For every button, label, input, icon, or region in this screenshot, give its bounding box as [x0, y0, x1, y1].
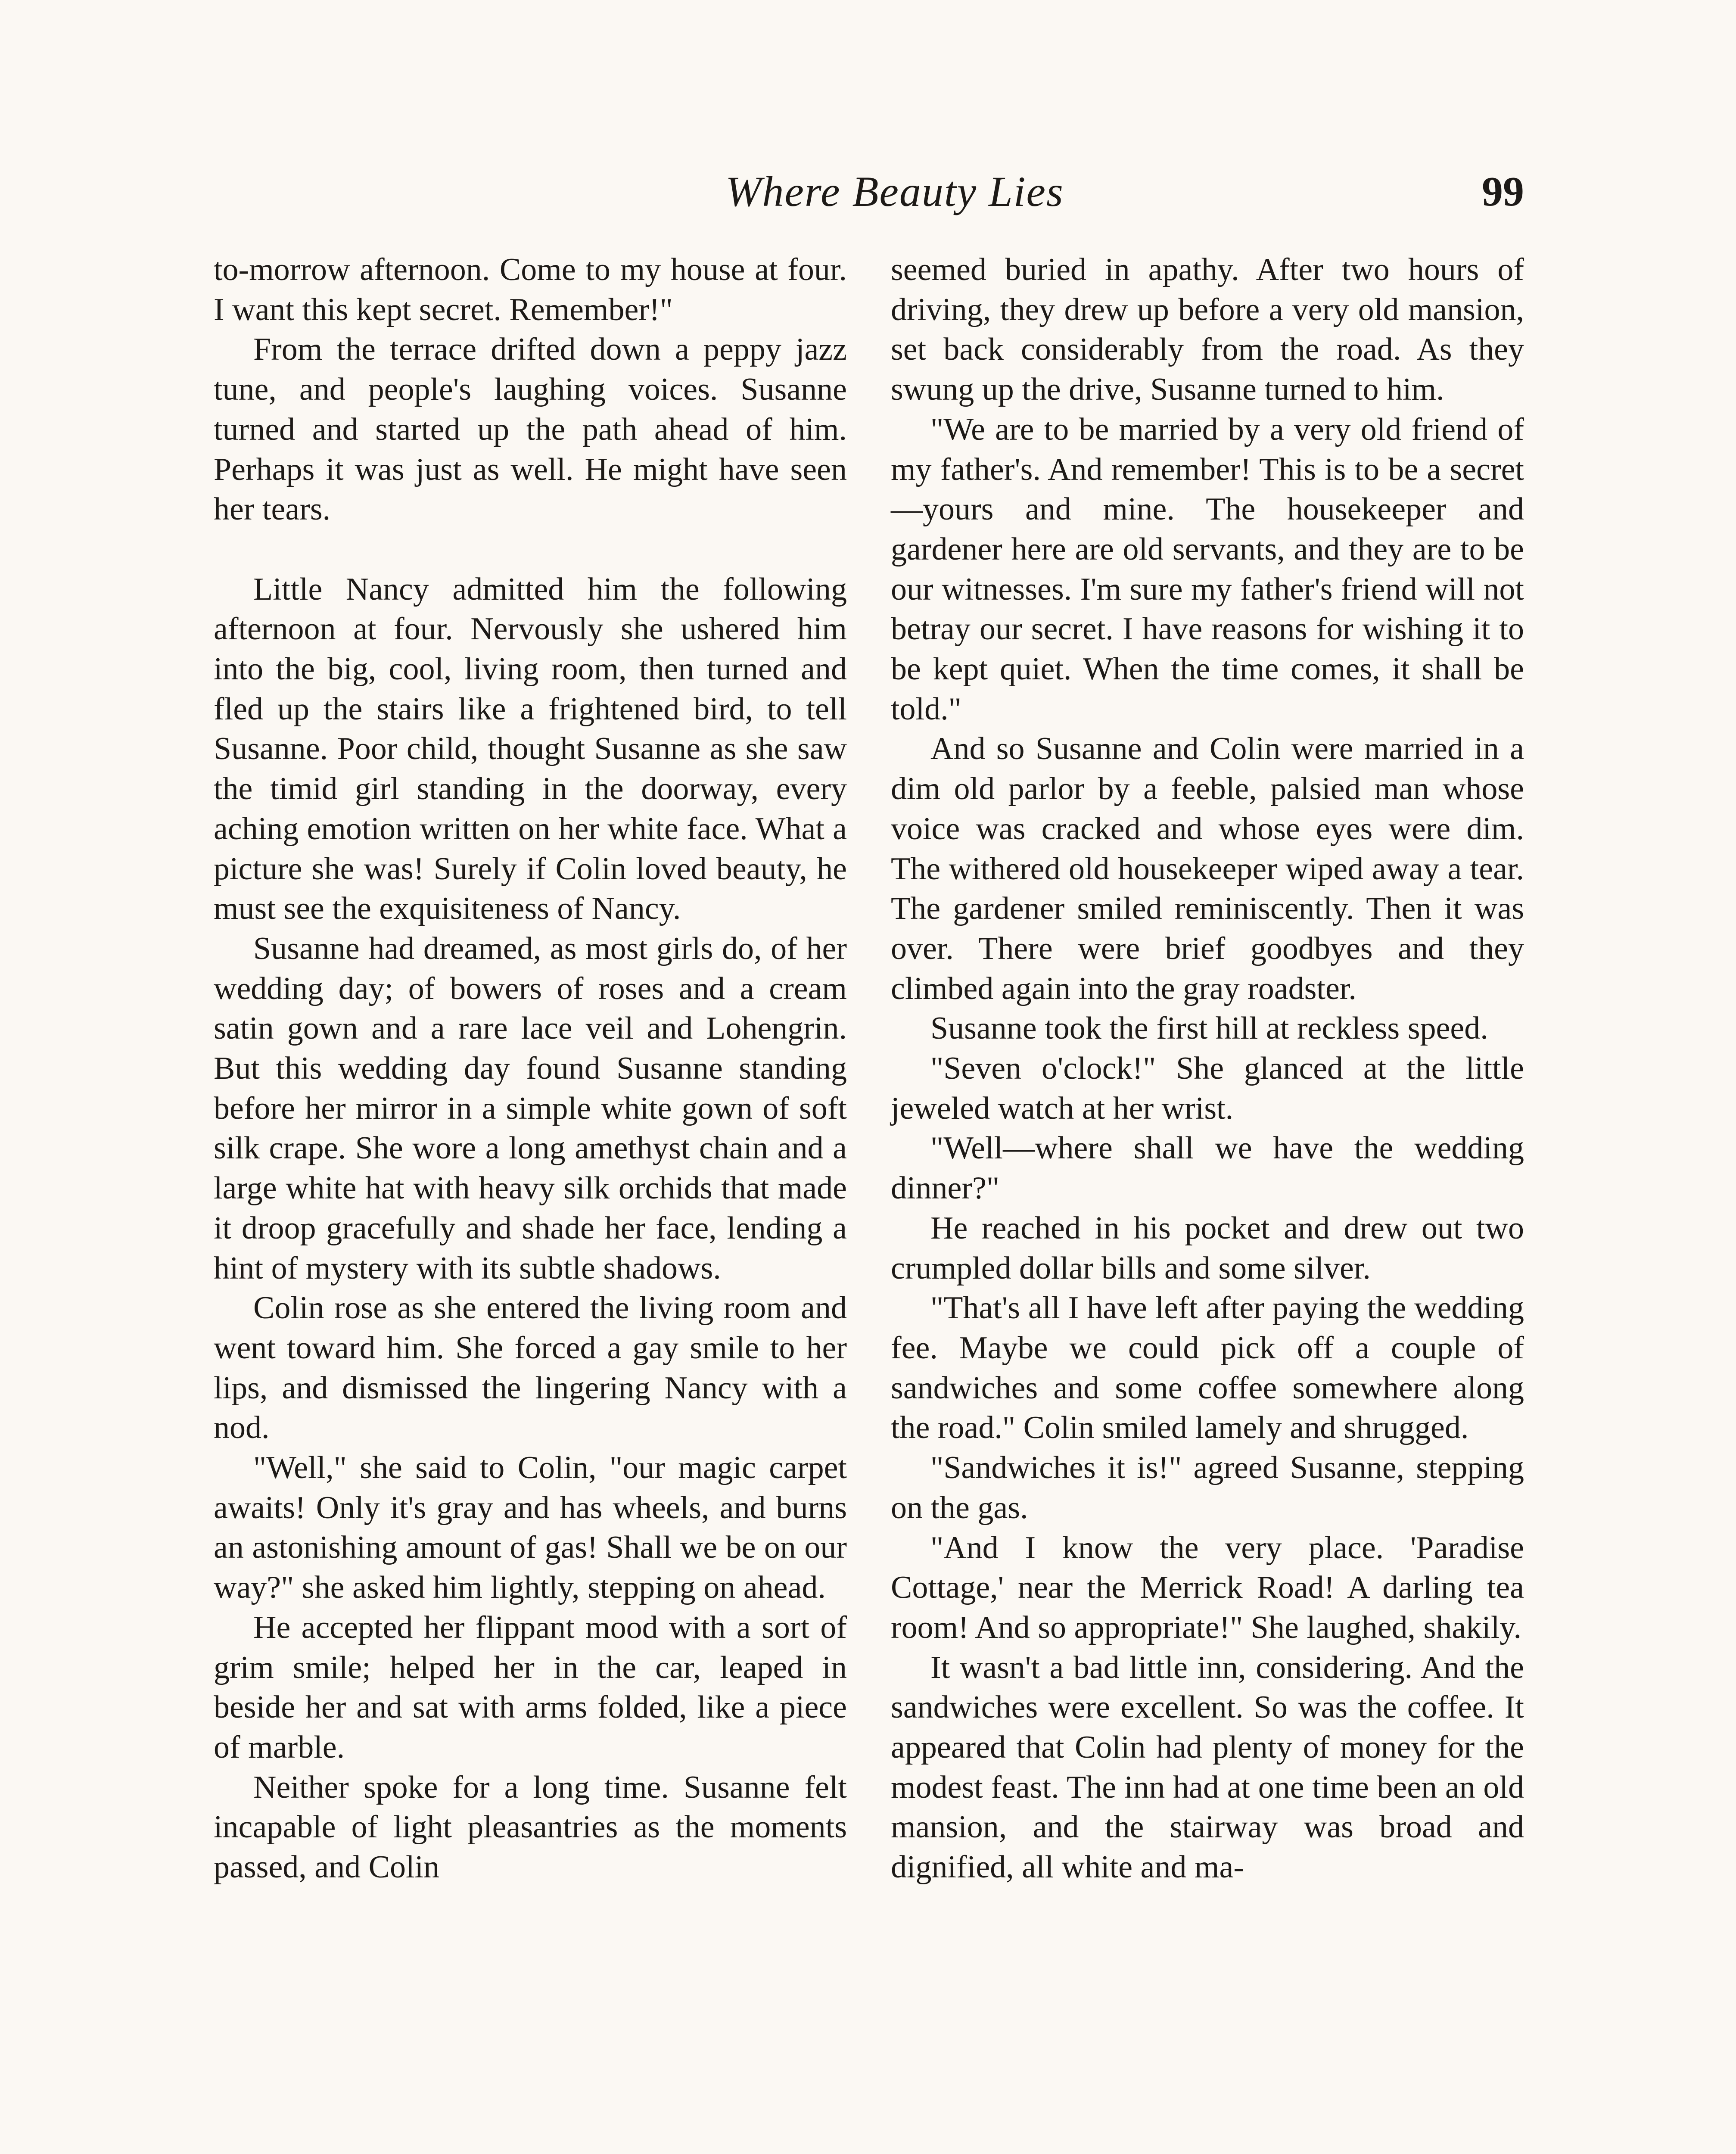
- paragraph: "Well—where shall we have the wedding dinner?": [891, 1130, 1524, 1206]
- paragraph: And so Susanne and Colin were married in a dim old parlor by a feeble, palsied man whose voice was cracked and whose eyes were dim. The withered old housekeeper wiped away a tear. The gardener smiled reminiscently. Then it was over. There were brief goodbyes and they climbed again into the gray roadster.: [891, 731, 1524, 1006]
- running-title: Where Beauty Lies: [725, 168, 1064, 215]
- paragraph: He reached in his pocket and drew out two crumpled dollar bills and some silver.: [891, 1210, 1524, 1286]
- paragraph: "That's all I have left after paying the wedding fee. Maybe we could pick off a couple of sandwiches and some coffee somewhere along the road." Colin smiled lamely and shrugged.: [891, 1290, 1524, 1446]
- running-head: [214, 159, 1524, 224]
- section-break: [214, 529, 847, 570]
- paragraph: Neither spoke for a long time. Susanne felt incapable of light pleasantries as the moments passed, and Colin: [214, 1769, 847, 1885]
- paragraph: It wasn't a bad little inn, considering. And the sandwiches were excellent. So was the coffee. It appeared that Colin had plenty of money for the modest feast. The inn had at one time been an old mansion, and the stairway was broad and dignified, all white and ma-: [891, 1650, 1524, 1885]
- paragraph: "We are to be married by a very old friend of my father's. And remember! This is to be a secret—yours and mine. The housekeeper and gardener here are old servants, and they are to be our witnesses. I'm sure my father's friend will not betray our secret. I have reasons for wishing it to be kept quiet. When the time comes, it shall be told.": [891, 411, 1524, 727]
- paragraph: He accepted her flippant mood with a sort of grim smile; helped her in the car, leaped in beside her and sat with arms folded, like a piece of marble.: [214, 1609, 847, 1765]
- paragraph: Little Nancy admitted him the following afternoon at four. Nervously she ushered him into the big, cool, living room, then turned and fled up the stairs like a frightened bird, to tell Susanne. Poor child, thought Susanne as she saw the timid girl standing in the doorway, every aching emotion written on her white face. What a picture she was! Surely if Colin loved beauty, he must see the exquisiteness of Nancy.: [214, 571, 847, 927]
- paragraph: "Seven o'clock!" She glanced at the little jeweled watch at her wrist.: [891, 1051, 1524, 1126]
- paragraph: Colin rose as she entered the living room and went toward him. She forced a gay smile to her lips, and dismissed the lingering Nancy with a nod.: [214, 1290, 847, 1446]
- paragraph: "Sandwiches it is!" agreed Susanne, stepping on the gas.: [891, 1450, 1524, 1525]
- paragraph: Susanne had dreamed, as most girls do, of her wedding day; of bowers of roses and a cream satin gown and a rare lace veil and Lohengrin. But this wedding day found Susanne standing before her mirror in a simple white gown of soft silk crape. She wore a long amethyst chain and a large white hat with heavy silk orchids that made it droop gracefully and shade her face, lending a hint of mystery with its subtle shadows.: [214, 931, 847, 1286]
- left-column: [214, 250, 847, 1887]
- paragraph: to-morrow afternoon. Come to my house at four. I want this kept secret. Remember!": [214, 252, 847, 327]
- paragraph: "And I know the very place. 'Paradise Cottage,' near the Merrick Road! A darling tea room! And so appropriate!" She laughed, shakily.: [891, 1530, 1524, 1645]
- paragraph: Susanne took the first hill at reckless speed.: [930, 1011, 1488, 1046]
- paragraph: From the terrace drifted down a peppy jazz tune, and people's laughing voices. Susanne turned and started up the path ahead of him. Perhaps it was just as well. He might have seen her tears.: [214, 332, 847, 527]
- paragraph: "Well," she said to Colin, "our magic carpet awaits! Only it's gray and has wheels, and burns an astonishing amount of gas! Shall we be on our way?" she asked him lightly, stepping on ahead.: [214, 1450, 847, 1606]
- page-number: 99: [1482, 168, 1524, 215]
- paragraph: seemed buried in apathy. After two hours of driving, they drew up before a very old mansion, set back considerably from the road. As they swung up the drive, Susanne turned to him.: [891, 252, 1524, 408]
- right-column: [891, 250, 1524, 1887]
